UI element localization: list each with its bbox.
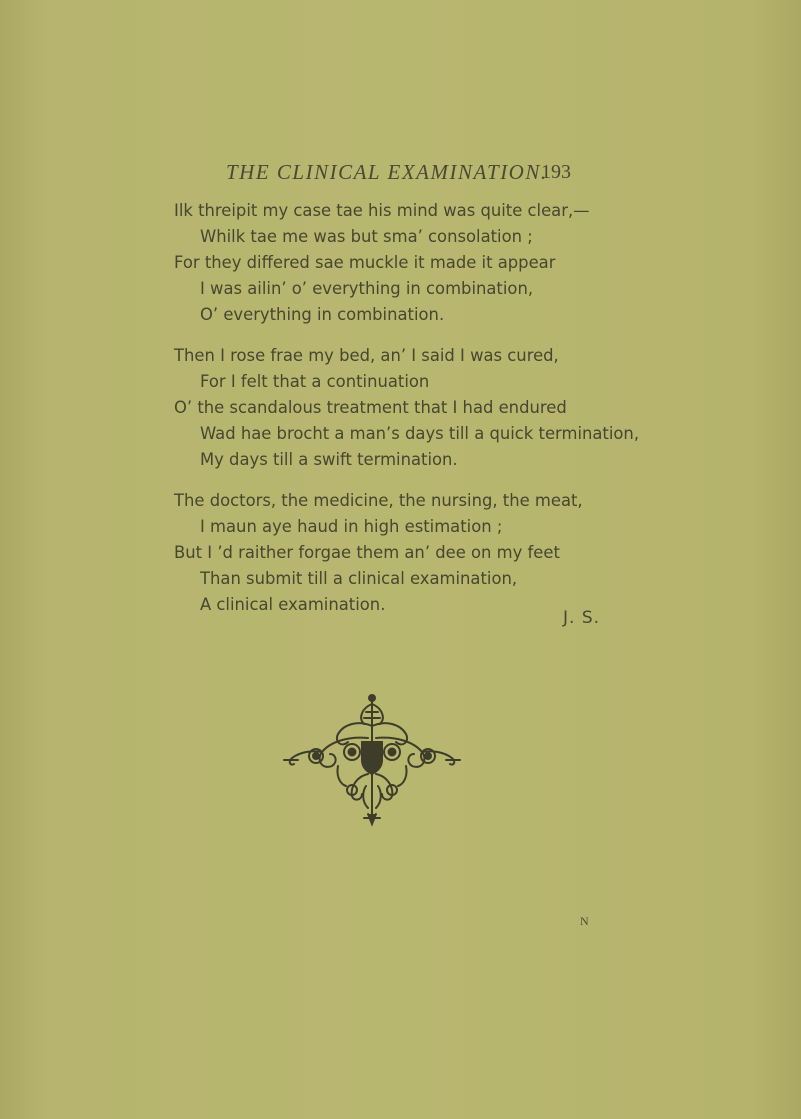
author-signature: J. S. [563,608,601,628]
poem-line: O’ the scandalous treatment that I had endured [174,398,567,417]
poem-line: My days till a swift termination. [200,450,458,469]
poem-line: Whilk tae me was but sma’ consolation ; [200,227,533,246]
stanza [174,198,774,328]
poem-line: Than submit till a clinical examination, [200,569,518,588]
poem-line: I was ailin’ o’ everything in combination, [200,279,534,298]
running-title: THE CLINICAL EXAMINATION. [226,160,548,184]
page-number: 193 [541,161,571,183]
poem [174,198,774,633]
signature-mark: N [580,914,589,928]
poem-line: Wad hae brocht a man’s days till a quick termination, [200,424,640,443]
poem-line: For they differed sae muckle it made it appear [174,253,556,272]
poem-line: For I felt that a continuation [200,372,430,391]
poem-line: Ilk threipit my case tae his mind was quite clear,— [174,201,590,220]
poem-line: I maun aye haud in high estimation ; [200,517,503,536]
poem-line: O’ everything in combination. [200,305,445,324]
stanza [174,343,774,473]
floral-ornament-icon [278,690,466,830]
stanza [174,488,774,618]
poem-line: Then I rose frae my bed, an’ I said I was cured, [174,346,559,365]
poem-line: A clinical examination. [200,595,386,614]
poem-line: But I ’d raither forgae them an’ dee on my feet [174,543,560,562]
poem-line: The doctors, the medicine, the nursing, the meat, [174,491,583,510]
